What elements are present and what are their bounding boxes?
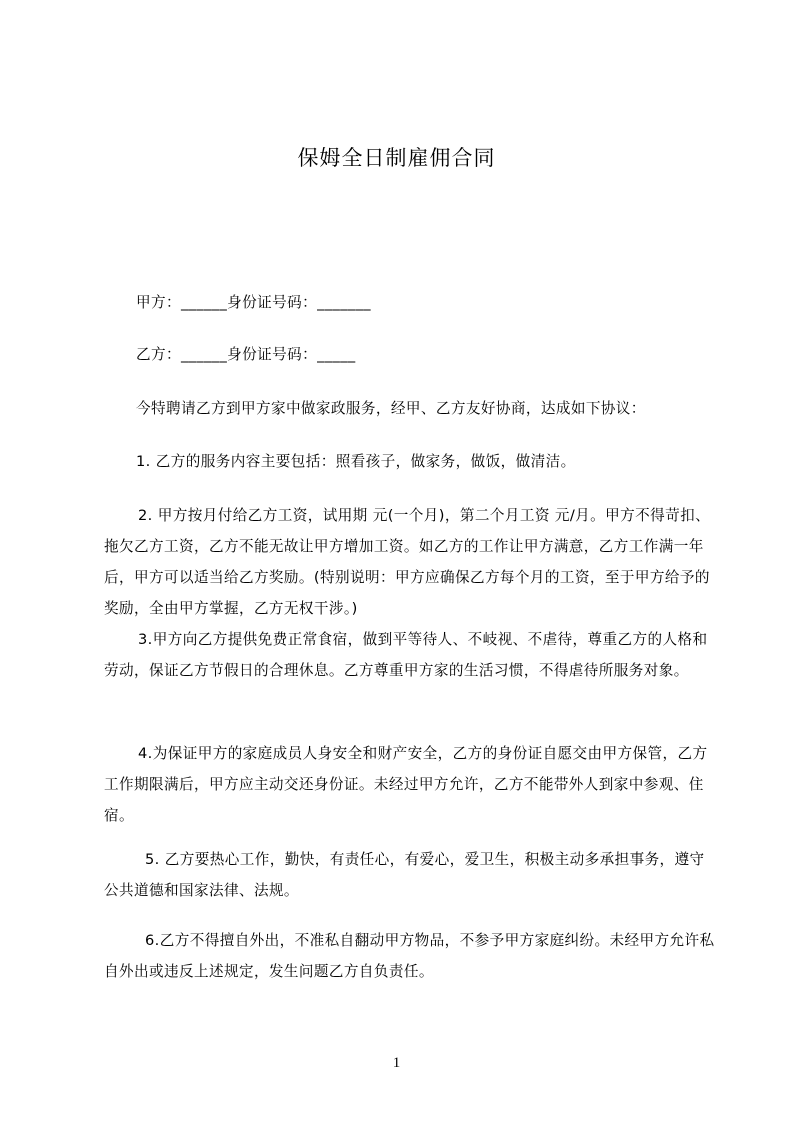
clause-1: 1. 乙方的服务内容主要包括：照看孩子，做家务，做饭，做清洁。 <box>136 453 576 470</box>
agreement-intro: 今特聘请乙方到甲方家中做家政服务，经甲、乙方友好协商，达成如下协议： <box>136 400 646 417</box>
clause-4: 4.为保证甲方的家庭成员人身安全和财产安全，乙方的身份证自愿交由甲方保管，乙方工作期限满后，甲方应主动交还身份证。未经过甲方允许，乙方不能带外人到家中参观、住宿。 <box>104 745 708 824</box>
clause-5: 5. 乙方要热心工作，勤快，有责任心，有爱心，爱卫生，积极主动多承担事务，遵守公共道德和国家法律、法规。 <box>104 851 705 899</box>
clause-6: 6.乙方不得擅自外出，不准私自翻动甲方物品，不参予甲方家庭纠纷。未经甲方允许私自外出或违反上述规定，发生问题乙方自负责任。 <box>104 932 715 980</box>
page-number: 1 <box>392 1055 401 1071</box>
party-a-line: 甲方：______身份证号码：_______ <box>136 294 372 311</box>
party-b-line: 乙方：______身份证号码：_____ <box>136 346 356 363</box>
clause-3: 3.甲方向乙方提供免费正常食宿，做到平等待人、不岐视、不虐待，尊重乙方的人格和劳动，保证乙方节假日的合理休息。乙方尊重甲方家的生活习惯，不得虐待所服务对象。 <box>104 631 708 679</box>
clause-2: 2. 甲方按月付给乙方工资，试用期 元(一个月)，第二个月工资 元/月。甲方不得苛扣、拖欠乙方工资，乙方不能无故让甲方增加工资。如乙方的工作让甲方满意，乙方工作满一年后，甲方可以适当给乙方奖励。(特别说明：甲方应确保乙方每个月的工资，至于甲方给予的奖励，全由甲方掌握，乙方无权干涉。) <box>104 507 711 617</box>
document-title: 保姆全日制雇佣合同 <box>297 146 496 170</box>
